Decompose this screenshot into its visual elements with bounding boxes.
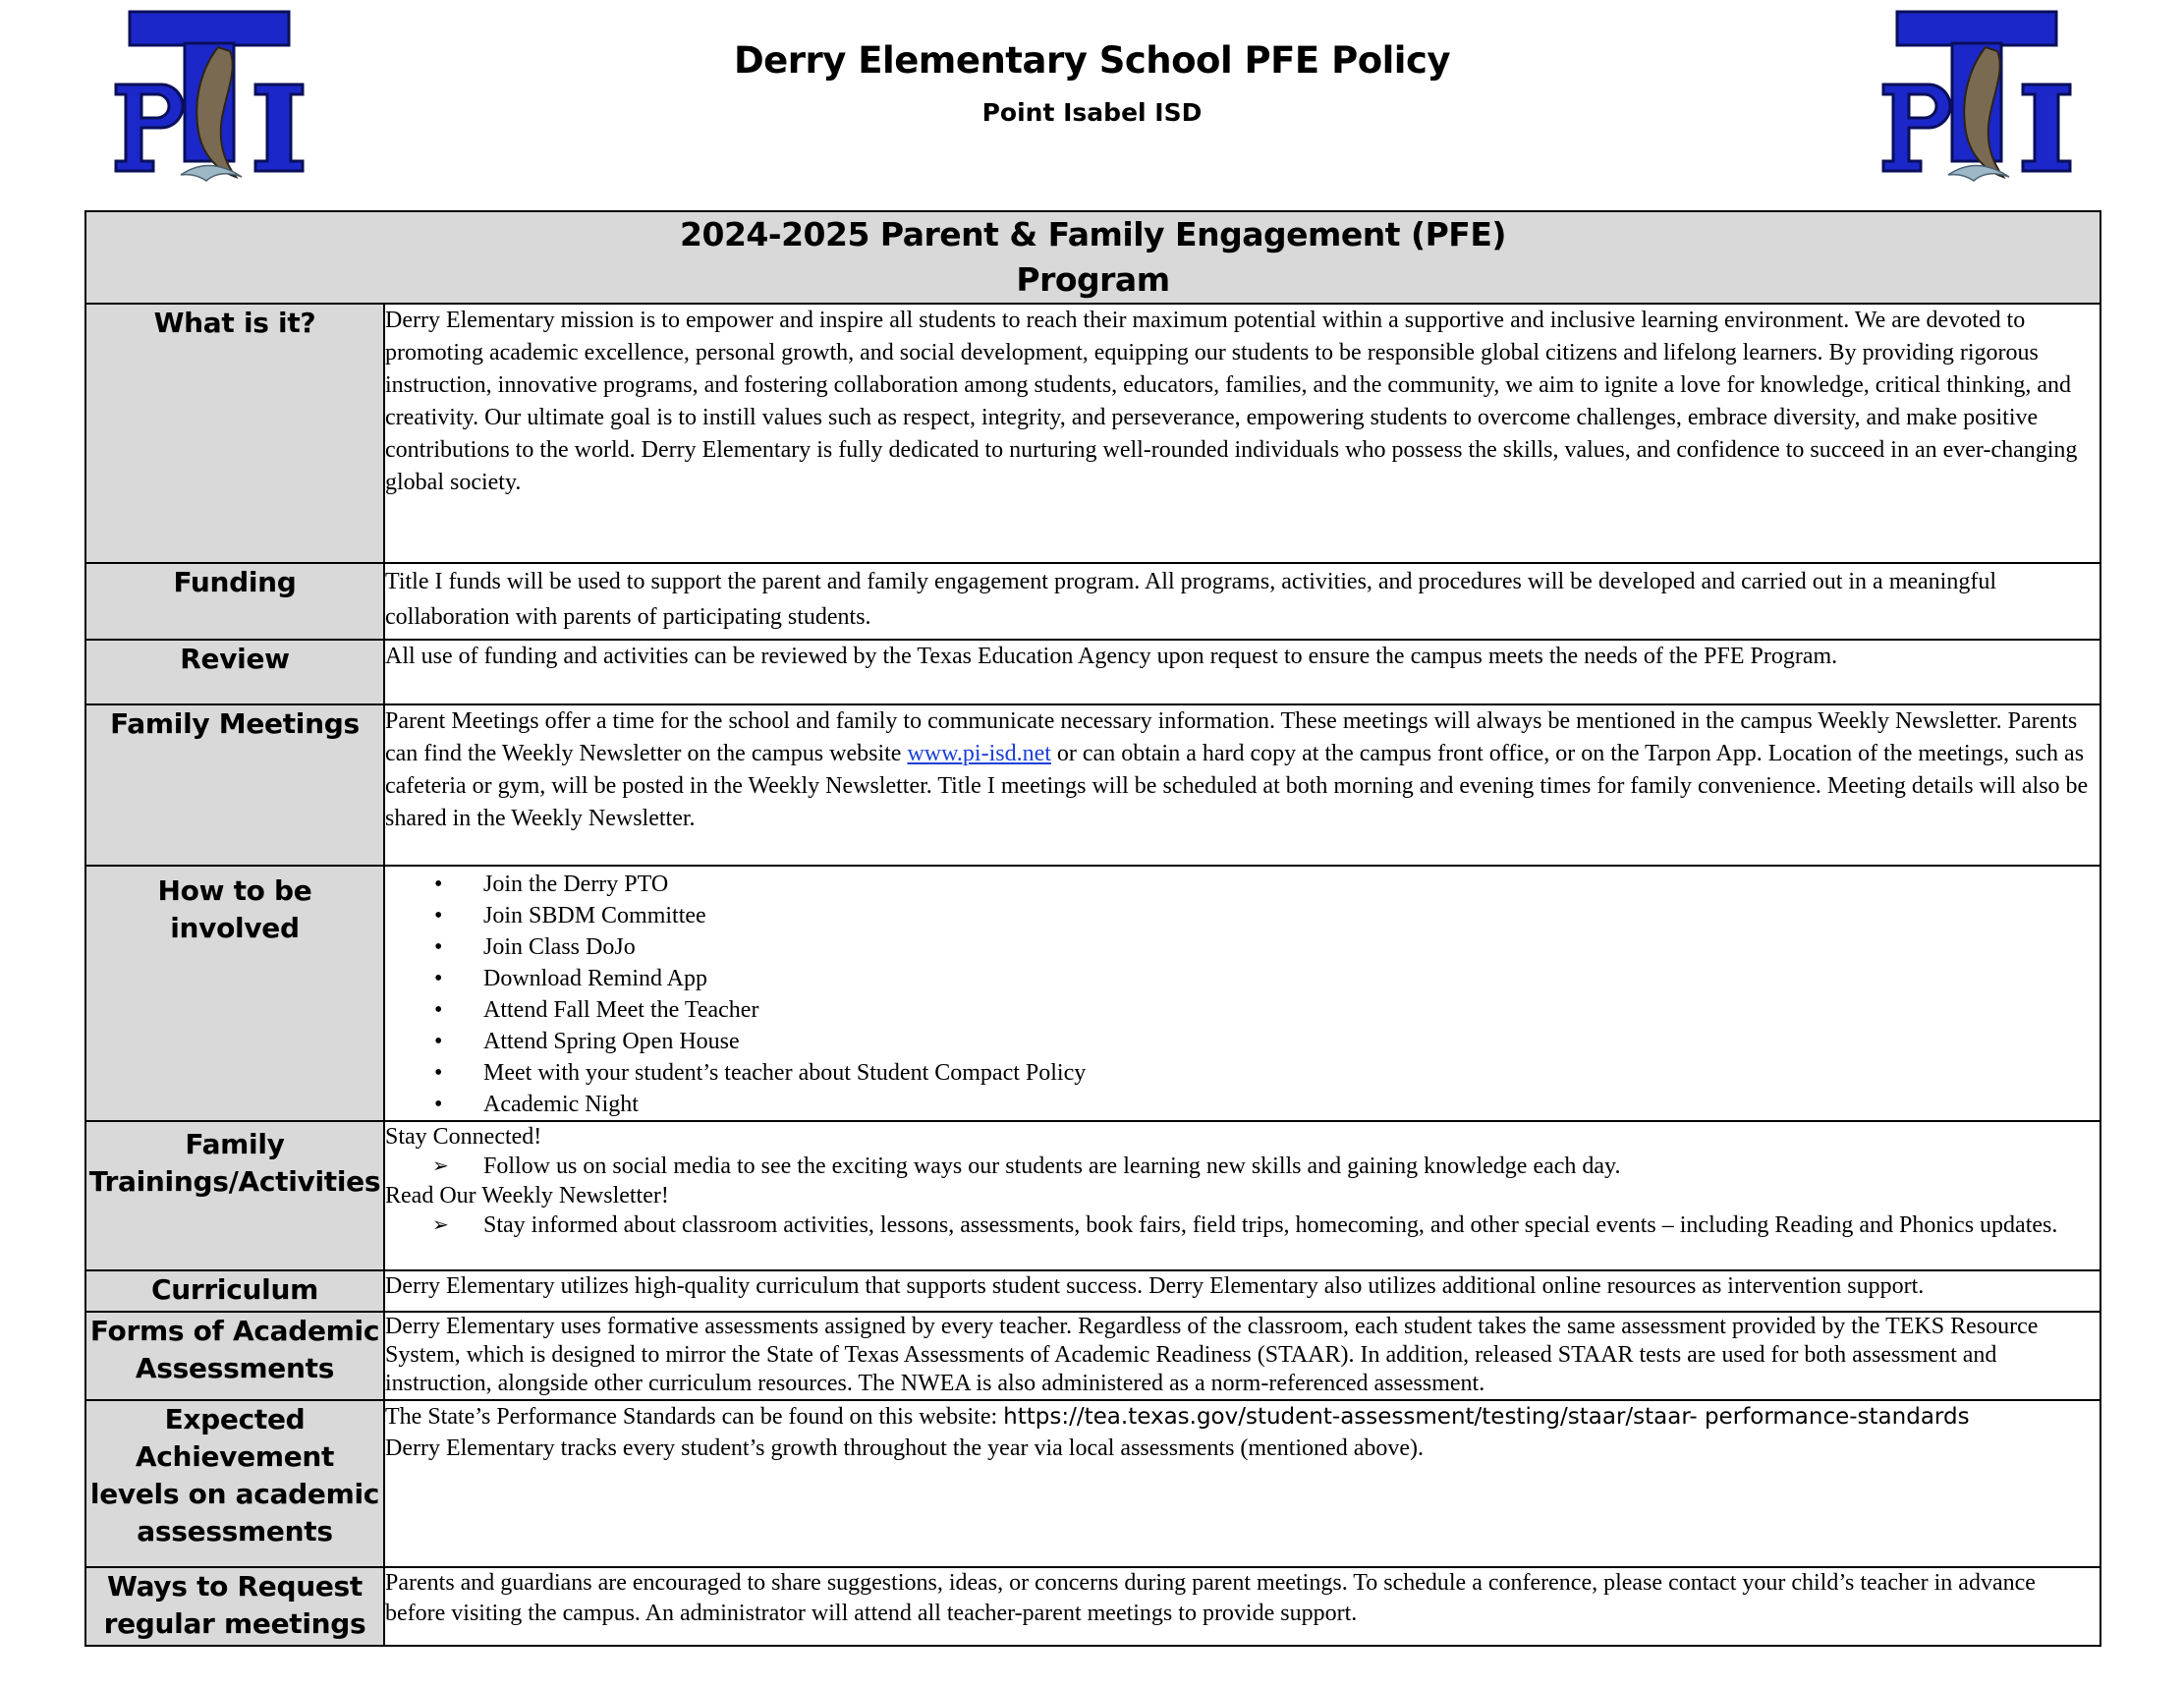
table-row-what: [85, 304, 2100, 563]
request-label-line-2: regular meetings: [103, 1607, 366, 1640]
standards-text-before: The State’s Performance Standards can be found on this website:: [385, 1404, 1004, 1430]
list-item: ➢ Follow us on social media to see the exciting ways our students are learning new skills and gaining knowledge each day.: [483, 1152, 2100, 1181]
list-item: • Join Class DoJo: [483, 931, 2100, 963]
stay-connected-heading: Stay Connected!: [385, 1124, 542, 1150]
trainings-label-line-2: Trainings/Activities: [88, 1165, 381, 1198]
row-content-meetings: [384, 704, 2100, 866]
expected-label-line-2: Achievement: [135, 1440, 335, 1473]
row-label-involved: [85, 866, 384, 1121]
table-row-involved: [85, 866, 2100, 1121]
row-content-trainings: [384, 1121, 2100, 1270]
newsletter-heading: Read Our Weekly Newsletter!: [385, 1183, 669, 1209]
list-item: • Academic Night: [483, 1089, 2100, 1120]
standards-url: https://tea.texas.gov/student-assessment/testing/staar/staar- performance-standards: [1003, 1404, 1970, 1430]
stay-connected-list: [385, 1152, 2100, 1181]
row-label-what: What is it?: [85, 304, 384, 563]
table-row-curriculum: [85, 1270, 2100, 1312]
standards-text: [385, 1401, 2100, 1433]
document-subtitle: Point Isabel ISD: [981, 98, 1203, 127]
row-label-assessments: [85, 1312, 384, 1400]
row-content-what: Derry Elementary mission is to empower and inspire all students to reach their maximum potential within a supportive and inclusive learning environment. We are devoted to promoting academic excellence, personal growth, and social development, equipping our students to be responsible global citizens and lifelong learners. By providing rigorous instruction, innovative programs, and fostering collaboration among students, educators, families, and the community, we aim to ignite a love for knowledge, critical thinking, and creativity. Our ultimate goal is to instill values such as respect, integrity, and perseverance, empowering students to overcome challenges, embrace diversity, and make positive contributions to the world. Derry Elementary is fully dedicated to nurturing well-rounded individuals who possess the skills, values, and confidence to succeed in an ever-changing global society.: [384, 304, 2100, 563]
list-item: • Meet with your student’s teacher about Student Compact Policy: [483, 1057, 2100, 1089]
table-row-expected: [85, 1400, 2100, 1567]
meetings-text-before: Parent Meetings offer a time for the school and family to communicate necessary information. These meetings will always be mentioned in the campus Weekly Newsletter. Parents can find the Weekly Newsletter on the campus website: [385, 708, 2078, 766]
row-content-involved: [384, 866, 2100, 1121]
pfe-policy-table: [84, 210, 2101, 1647]
list-item: • Join the Derry PTO: [483, 869, 2100, 900]
table-row-trainings: [85, 1121, 2100, 1270]
list-item: • Join SBDM Committee: [483, 900, 2100, 931]
row-content-assessments: Derry Elementary uses formative assessments assigned by every teacher. Regardless of the classroom, each student takes the same assessment provided by the TEKS Resource System, which is designed to mirror the State of Texas Assessments of Academic Readiness (STAAR). In addition, released STAAR tests are used for both assessment and instruction, alongside other curriculum resources. The NWEA is also administered as a norm-referenced assessment.: [384, 1312, 2100, 1400]
banner-line-2: Program: [1016, 260, 1170, 299]
row-content-review: All use of funding and activities can be reviewed by the Texas Education Agency upon request to ensure the campus meets the needs of the PFE Program.: [384, 640, 2100, 704]
involvement-list: [385, 869, 2100, 1120]
newsletter-list: [385, 1210, 2100, 1240]
document-title: Derry Elementary School PFE Policy: [733, 39, 1451, 82]
assessments-label-line-1: Forms of Academic: [89, 1315, 380, 1347]
campus-website-link[interactable]: www.pi-isd.net: [907, 741, 1051, 766]
row-content-curriculum: Derry Elementary utilizes high-quality curriculum that supports student success. Derry Elementary also utilizes additional online resources as intervention support.: [384, 1270, 2100, 1312]
row-label-meetings: Family Meetings: [85, 704, 384, 866]
involved-label-line-2: involved: [170, 912, 300, 944]
table-row-funding: [85, 563, 2100, 640]
table-row-assessments: [85, 1312, 2100, 1400]
list-item: ➢ Stay informed about classroom activities, lessons, assessments, book fairs, field trips, homecoming, and other special events – including Reading and Phonics updates.: [483, 1210, 2100, 1240]
table-row-request: [85, 1567, 2100, 1646]
assessments-label-line-2: Assessments: [135, 1352, 335, 1384]
table-row-meetings: [85, 704, 2100, 866]
trainings-label-line-1: Family: [185, 1128, 285, 1160]
expected-label-line-1: Expected: [164, 1403, 306, 1435]
growth-tracking-text: Derry Elementary tracks every student’s growth throughout the year via local assessments (mentioned above).: [385, 1435, 1425, 1461]
row-label-funding: Funding: [85, 563, 384, 640]
meetings-text-after: or can obtain a hard copy at the campus front office, or on the Tarpon App. Location of the meetings, such as cafeteria or gym, will be posted in the Weekly Newsletter. Title I meetings will be scheduled at both morning and evening times for family convenience. Meeting details will also be shared in the Weekly Newsletter.: [385, 741, 2089, 831]
list-item: • Attend Fall Meet the Teacher: [483, 994, 2100, 1026]
request-label-line-1: Ways to Request: [106, 1570, 364, 1603]
banner-row: [85, 211, 2100, 304]
pti-logo-left: [112, 8, 307, 187]
row-content-funding: Title I funds will be used to support the parent and family engagement program. All programs, activities, and procedures will be developed and carried out in a meaningful collaboration with parents of participating students.: [384, 563, 2100, 640]
expected-label-line-4: assessments: [137, 1515, 333, 1547]
involved-label-line-1: How to be: [157, 874, 312, 907]
row-label-trainings: [85, 1121, 384, 1270]
row-label-request: [85, 1567, 384, 1646]
row-label-review: Review: [85, 640, 384, 704]
table-banner: [85, 211, 2100, 304]
pti-logo-right: [1879, 8, 2074, 187]
list-item: • Attend Spring Open House: [483, 1026, 2100, 1057]
row-label-curriculum: Curriculum: [85, 1270, 384, 1312]
row-label-expected: [85, 1400, 384, 1567]
table-row-review: [85, 640, 2100, 704]
row-content-expected: [384, 1400, 2100, 1567]
list-item: • Download Remind App: [483, 963, 2100, 994]
banner-line-1: 2024-2025 Parent & Family Engagement (PFE): [680, 215, 1506, 253]
expected-label-line-3: levels on academic: [89, 1478, 380, 1510]
row-content-request: Parents and guardians are encouraged to share suggestions, ideas, or concerns during parent meetings. To schedule a conference, please contact your child’s teacher in advance before visiting the campus. An administrator will attend all teacher-parent meetings to provide support.: [384, 1567, 2100, 1646]
